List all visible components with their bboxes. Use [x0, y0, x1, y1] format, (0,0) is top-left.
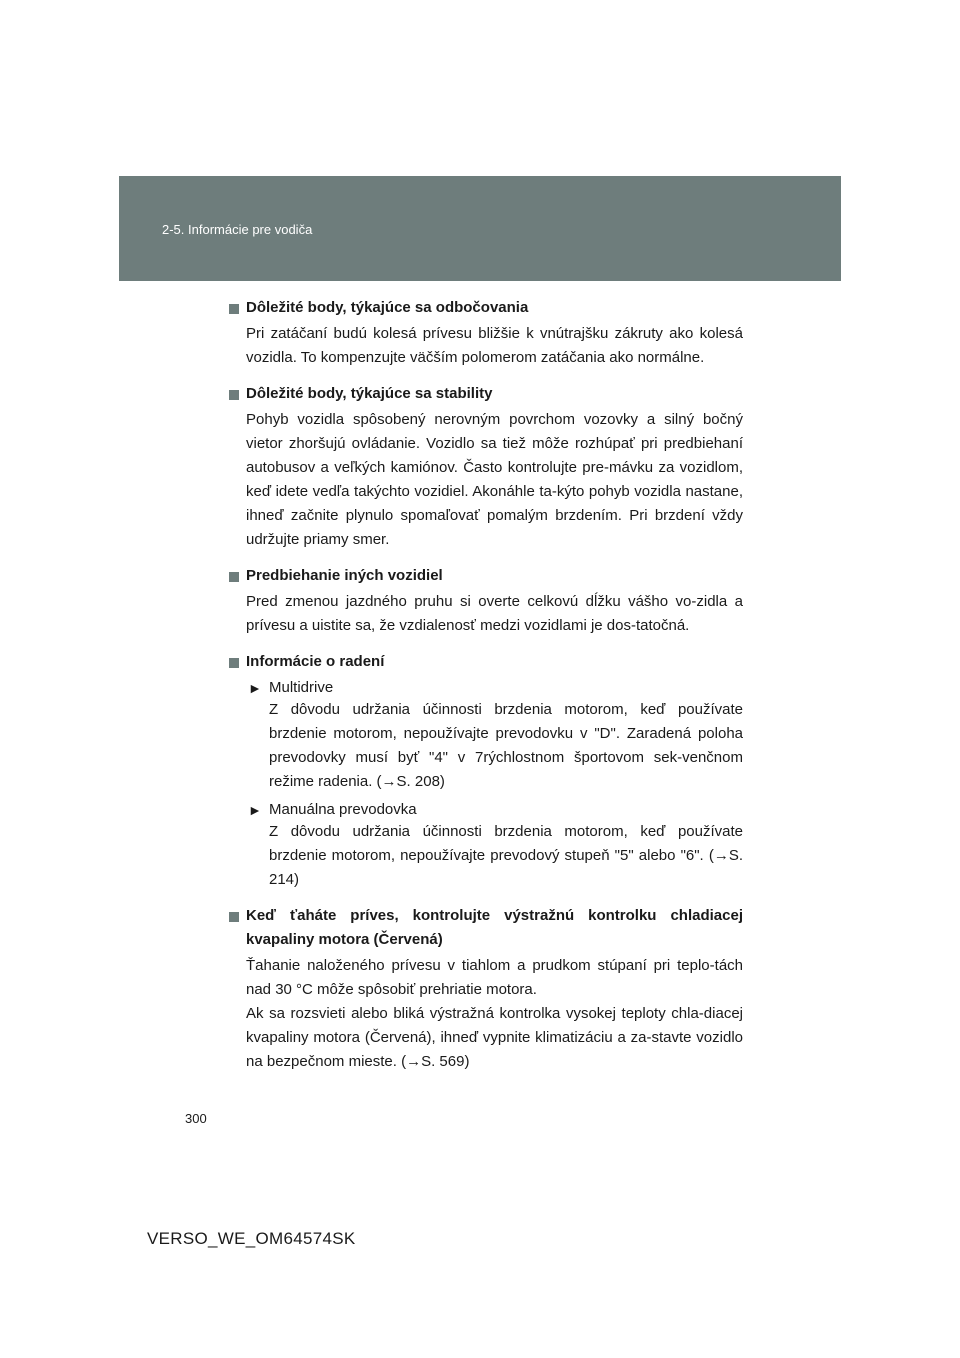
section-overtaking	[229, 564, 743, 638]
square-bullet-icon	[229, 912, 239, 922]
page-number: 300	[185, 1111, 207, 1126]
section-text: Ťahanie naloženého prívesu v tiahlom a prudkom stúpaní pri teplo-tách nad 30 °C môže spôsobiť prehriatie motora.	[246, 957, 743, 998]
subsection-text: Z dôvodu udržania účinnosti brzdenia motorom, keď používate brzdenie motorom, nepoužívajte prevodový stupeň "5" alebo "6". (→S. 214)	[269, 823, 743, 888]
section-heading: Predbiehanie iných vozidiel	[229, 564, 743, 588]
section-title: 2-5. Informácie pre vodiča	[162, 222, 313, 237]
subsection-manual	[229, 800, 743, 892]
section-heading: Dôležité body, týkajúce sa stability	[229, 382, 743, 406]
section-text: Pri zatáčaní budú kolesá prívesu bližšie k vnútrajšku zákruty ako kolesá vozidla. To kompenzujte väčším polomerom zatáčania ako normálne.	[246, 325, 743, 366]
section-coolant-warning	[229, 904, 743, 1074]
header-band	[119, 176, 841, 281]
square-bullet-icon	[229, 304, 239, 314]
subsection-title: ► Multidrive	[248, 679, 334, 696]
section-shifting	[229, 650, 743, 892]
subsection-multidrive	[229, 678, 743, 794]
subsection-title: ► Manuálna prevodovka	[248, 801, 417, 818]
square-bullet-icon	[229, 390, 239, 400]
triangle-right-icon: ►	[248, 680, 262, 696]
section-text: Ak sa rozsvieti alebo bliká výstražná kontrolka vysokej teploty chla-diacej kvapaliny motora (Červená), ihneď vypnite klimatizáciu a za-stavte vozidlo na bezpečnom mieste. (→S. 569)	[246, 1005, 743, 1070]
section-heading: Informácie o radení	[229, 650, 743, 674]
page-content	[229, 296, 743, 1086]
square-bullet-icon	[229, 572, 239, 582]
section-heading: Keď ťaháte príves, kontrolujte výstražnú kontrolku chladiacej kvapaliny motora (Červená)	[229, 904, 743, 952]
triangle-right-icon: ►	[248, 802, 262, 818]
document-code: VERSO_WE_OM64574SK	[147, 1229, 356, 1248]
section-turning	[229, 296, 743, 370]
subsection-text: Z dôvodu udržania účinnosti brzdenia motorom, keď používate brzdenie motorom, nepoužívajte prevodovku v "D". Zaradená poloha prevodovky musí byť "4" v 7rýchlostnom športovom sek-venčnom režime radenia. (→S. 208)	[269, 701, 743, 790]
section-text: Pohyb vozidla spôsobený nerovným povrchom vozovky a silný bočný vietor zhoršujú ovládanie. Vozidlo sa tiež môže rozhúpať pri predbiehaní autobusov a veľkých kamiónov. Často kontrolujte pre-mávku za vozidlom, keď idete vedľa takýchto vozidiel. Akonáhle ta-kýto pohyb vozidla nastane, ihneď začnite plynulo spomaľovať pomalým brzdením. Pri brzdení vždy udržujte priamy smer.	[246, 411, 743, 548]
square-bullet-icon	[229, 658, 239, 668]
section-text: Pred zmenou jazdného pruhu si overte celkovú dĺžku vášho vo-zidla a prívesu a uistite sa, že vzdialenosť medzi vozidlami je dos-tatočná.	[246, 593, 743, 634]
section-heading: Dôležité body, týkajúce sa odbočovania	[229, 296, 743, 320]
section-stability	[229, 382, 743, 552]
